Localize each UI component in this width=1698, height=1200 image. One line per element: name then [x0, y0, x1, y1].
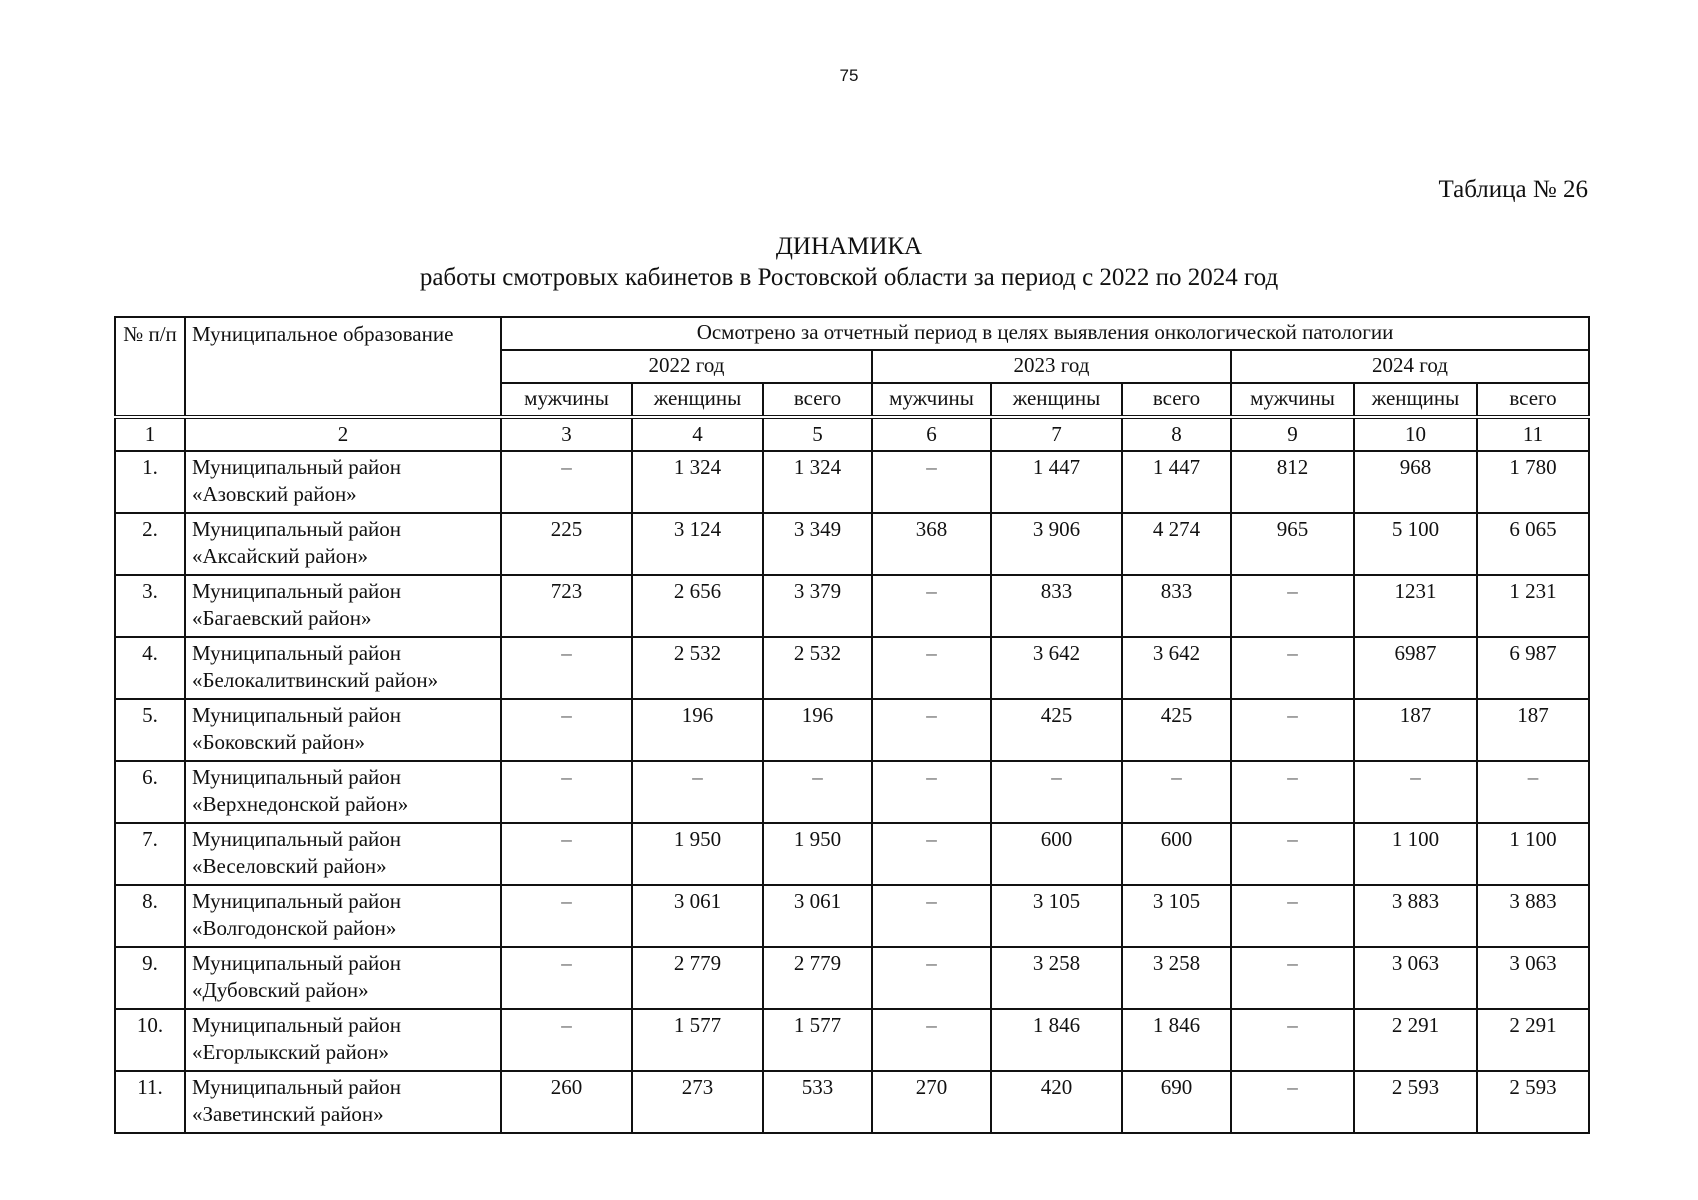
value-cell: –	[501, 885, 632, 947]
municipality-district: «Веселовский район»	[192, 854, 387, 878]
value-cell: 3 105	[991, 885, 1122, 947]
municipality-type: Муниципальный район	[192, 827, 402, 851]
value-cell: 1 324	[632, 451, 763, 513]
row-number: 2.	[115, 513, 185, 575]
value-cell: 1231	[1354, 575, 1477, 637]
value-cell: 196	[763, 699, 872, 761]
value-cell: 196	[632, 699, 763, 761]
value-cell: 3 258	[991, 947, 1122, 1009]
value-cell: 3 258	[1122, 947, 1231, 1009]
value-cell: 3 883	[1477, 885, 1589, 947]
municipality-type: Муниципальный район	[192, 1075, 402, 1099]
table-row	[115, 1009, 1589, 1071]
column-number: 11	[1477, 417, 1589, 451]
row-number: 5.	[115, 699, 185, 761]
document-title: ДИНАМИКА	[775, 233, 923, 260]
value-cell: –	[872, 699, 991, 761]
municipality-name	[185, 575, 501, 637]
municipality-district: «Белокалитвинский район»	[192, 668, 439, 692]
value-cell: 2 291	[1354, 1009, 1477, 1071]
value-cell: 6 065	[1477, 513, 1589, 575]
sub-header-women: женщины	[991, 383, 1122, 417]
year-header-2023: 2023 год	[872, 350, 1231, 383]
value-cell: 3 883	[1354, 885, 1477, 947]
municipality-type: Муниципальный район	[192, 765, 402, 789]
value-cell: 2 532	[763, 637, 872, 699]
value-cell: 2 593	[1477, 1071, 1589, 1133]
value-cell: 3 061	[763, 885, 872, 947]
value-cell: 1 846	[1122, 1009, 1231, 1071]
value-cell: –	[1122, 761, 1231, 823]
value-cell: 968	[1354, 451, 1477, 513]
municipality-type: Муниципальный район	[192, 455, 402, 479]
value-cell: 3 124	[632, 513, 763, 575]
value-cell: 2 779	[763, 947, 872, 1009]
municipality-type: Муниципальный район	[192, 517, 402, 541]
year-header-2024: 2024 год	[1231, 350, 1589, 383]
table-row	[115, 575, 1589, 637]
value-cell: 600	[991, 823, 1122, 885]
column-number: 1	[115, 417, 185, 451]
row-number: 8.	[115, 885, 185, 947]
column-group-header: Осмотрено за отчетный период в целях выявления онкологической патологии	[501, 317, 1589, 350]
sub-header-men: мужчины	[501, 383, 632, 417]
value-cell: 2 779	[632, 947, 763, 1009]
row-number: 4.	[115, 637, 185, 699]
value-cell: –	[501, 699, 632, 761]
value-cell: 1 846	[991, 1009, 1122, 1071]
municipality-type: Муниципальный район	[192, 1013, 402, 1037]
column-number: 6	[872, 417, 991, 451]
value-cell: –	[501, 451, 632, 513]
value-cell: 1 577	[632, 1009, 763, 1071]
value-cell: –	[1231, 947, 1354, 1009]
value-cell: –	[501, 823, 632, 885]
value-cell: 2 593	[1354, 1071, 1477, 1133]
column-number: 5	[763, 417, 872, 451]
value-cell: –	[1354, 761, 1477, 823]
value-cell: 965	[1231, 513, 1354, 575]
value-cell: –	[872, 637, 991, 699]
column-number: 8	[1122, 417, 1231, 451]
value-cell: 6987	[1354, 637, 1477, 699]
table-label: Таблица № 26	[1438, 176, 1588, 203]
value-cell: 3 063	[1354, 947, 1477, 1009]
row-number: 7.	[115, 823, 185, 885]
municipality-district: «Азовский район»	[192, 482, 357, 506]
column-number: 7	[991, 417, 1122, 451]
municipality-district: «Боковский район»	[192, 730, 366, 754]
municipality-district: «Егорлыкский район»	[192, 1040, 389, 1064]
column-number: 2	[185, 417, 501, 451]
value-cell: –	[1231, 1071, 1354, 1133]
municipality-name	[185, 699, 501, 761]
row-number: 1.	[115, 451, 185, 513]
table-row	[115, 823, 1589, 885]
value-cell: –	[1231, 1009, 1354, 1071]
municipality-type: Муниципальный район	[192, 641, 402, 665]
municipality-name	[185, 451, 501, 513]
value-cell: 2 656	[632, 575, 763, 637]
value-cell: 1 950	[632, 823, 763, 885]
municipality-name	[185, 823, 501, 885]
sub-header-women: женщины	[632, 383, 763, 417]
value-cell: 1 447	[991, 451, 1122, 513]
table-row	[115, 947, 1589, 1009]
municipality-name	[185, 761, 501, 823]
year-header-2022: 2022 год	[501, 350, 872, 383]
value-cell: 6 987	[1477, 637, 1589, 699]
value-cell: 1 950	[763, 823, 872, 885]
municipality-district: «Аксайский район»	[192, 544, 369, 568]
value-cell: 273	[632, 1071, 763, 1133]
value-cell: 1 577	[763, 1009, 872, 1071]
document-subtitle: работы смотровых кабинетов в Ростовской области за период с 2022 по 2024 год	[419, 264, 1279, 291]
table-row	[115, 761, 1589, 823]
table-row	[115, 885, 1589, 947]
municipality-district: «Заветинский район»	[192, 1102, 384, 1126]
column-number-row	[115, 417, 1589, 451]
value-cell: 3 063	[1477, 947, 1589, 1009]
municipality-name	[185, 1071, 501, 1133]
value-cell: –	[1231, 885, 1354, 947]
sub-header-total: всего	[1122, 383, 1231, 417]
value-cell: –	[501, 637, 632, 699]
page-number: 75	[839, 66, 859, 85]
value-cell: 187	[1477, 699, 1589, 761]
municipality-district: «Верхнедонской район»	[192, 792, 409, 816]
table-row	[115, 1071, 1589, 1133]
table-row	[115, 451, 1589, 513]
municipality-district: «Дубовский район»	[192, 978, 369, 1002]
value-cell: 3 379	[763, 575, 872, 637]
value-cell: 260	[501, 1071, 632, 1133]
value-cell: –	[872, 885, 991, 947]
value-cell: –	[872, 761, 991, 823]
value-cell: 4 274	[1122, 513, 1231, 575]
table-row	[115, 513, 1589, 575]
value-cell: 690	[1122, 1071, 1231, 1133]
value-cell: –	[991, 761, 1122, 823]
municipality-name	[185, 1009, 501, 1071]
value-cell: 533	[763, 1071, 872, 1133]
value-cell: 723	[501, 575, 632, 637]
value-cell: –	[872, 575, 991, 637]
value-cell: –	[1231, 575, 1354, 637]
table-row	[115, 637, 1589, 699]
value-cell: –	[1231, 699, 1354, 761]
value-cell: 3 349	[763, 513, 872, 575]
sub-header-women: женщины	[1354, 383, 1477, 417]
municipality-district: «Волгодонской район»	[192, 916, 397, 940]
value-cell: –	[632, 761, 763, 823]
value-cell: 3 105	[1122, 885, 1231, 947]
value-cell: –	[501, 947, 632, 1009]
municipality-type: Муниципальный район	[192, 703, 402, 727]
table-row	[115, 699, 1589, 761]
screening-table	[114, 316, 1590, 1134]
value-cell: 425	[991, 699, 1122, 761]
column-header-number: № п/п	[115, 317, 185, 417]
column-number: 4	[632, 417, 763, 451]
row-number: 3.	[115, 575, 185, 637]
row-number: 11.	[115, 1071, 185, 1133]
municipality-name	[185, 513, 501, 575]
value-cell: 3 642	[1122, 637, 1231, 699]
row-number: 6.	[115, 761, 185, 823]
column-number: 9	[1231, 417, 1354, 451]
value-cell: 368	[872, 513, 991, 575]
value-cell: 225	[501, 513, 632, 575]
value-cell: 270	[872, 1071, 991, 1133]
value-cell: 600	[1122, 823, 1231, 885]
value-cell: –	[872, 451, 991, 513]
value-cell: 3 642	[991, 637, 1122, 699]
value-cell: –	[1231, 761, 1354, 823]
sub-header-men: мужчины	[872, 383, 991, 417]
column-number: 3	[501, 417, 632, 451]
row-number: 10.	[115, 1009, 185, 1071]
value-cell: 420	[991, 1071, 1122, 1133]
sub-header-total: всего	[1477, 383, 1589, 417]
value-cell: 833	[991, 575, 1122, 637]
value-cell: –	[872, 1009, 991, 1071]
municipality-name	[185, 947, 501, 1009]
sub-header-men: мужчины	[1231, 383, 1354, 417]
value-cell: 5 100	[1354, 513, 1477, 575]
municipality-district: «Багаевский район»	[192, 606, 372, 630]
value-cell: 3 906	[991, 513, 1122, 575]
municipality-name	[185, 885, 501, 947]
value-cell: 2 291	[1477, 1009, 1589, 1071]
value-cell: –	[872, 947, 991, 1009]
value-cell: 187	[1354, 699, 1477, 761]
value-cell: 1 100	[1354, 823, 1477, 885]
sub-header-total: всего	[763, 383, 872, 417]
value-cell: 1 780	[1477, 451, 1589, 513]
value-cell: 1 324	[763, 451, 872, 513]
value-cell: 833	[1122, 575, 1231, 637]
value-cell: 1 231	[1477, 575, 1589, 637]
value-cell: –	[1231, 637, 1354, 699]
value-cell: 425	[1122, 699, 1231, 761]
value-cell: –	[763, 761, 872, 823]
value-cell: 1 447	[1122, 451, 1231, 513]
value-cell: 3 061	[632, 885, 763, 947]
municipality-type: Муниципальный район	[192, 579, 402, 603]
municipality-type: Муниципальный район	[192, 889, 402, 913]
row-number: 9.	[115, 947, 185, 1009]
value-cell: –	[501, 1009, 632, 1071]
value-cell: 2 532	[632, 637, 763, 699]
value-cell: –	[501, 761, 632, 823]
value-cell: 1 100	[1477, 823, 1589, 885]
value-cell: –	[1231, 823, 1354, 885]
value-cell: –	[872, 823, 991, 885]
municipality-name	[185, 637, 501, 699]
value-cell: 812	[1231, 451, 1354, 513]
municipality-type: Муниципальный район	[192, 951, 402, 975]
column-header-municipality: Муниципальное образование	[185, 317, 501, 417]
column-number: 10	[1354, 417, 1477, 451]
value-cell: –	[1477, 761, 1589, 823]
